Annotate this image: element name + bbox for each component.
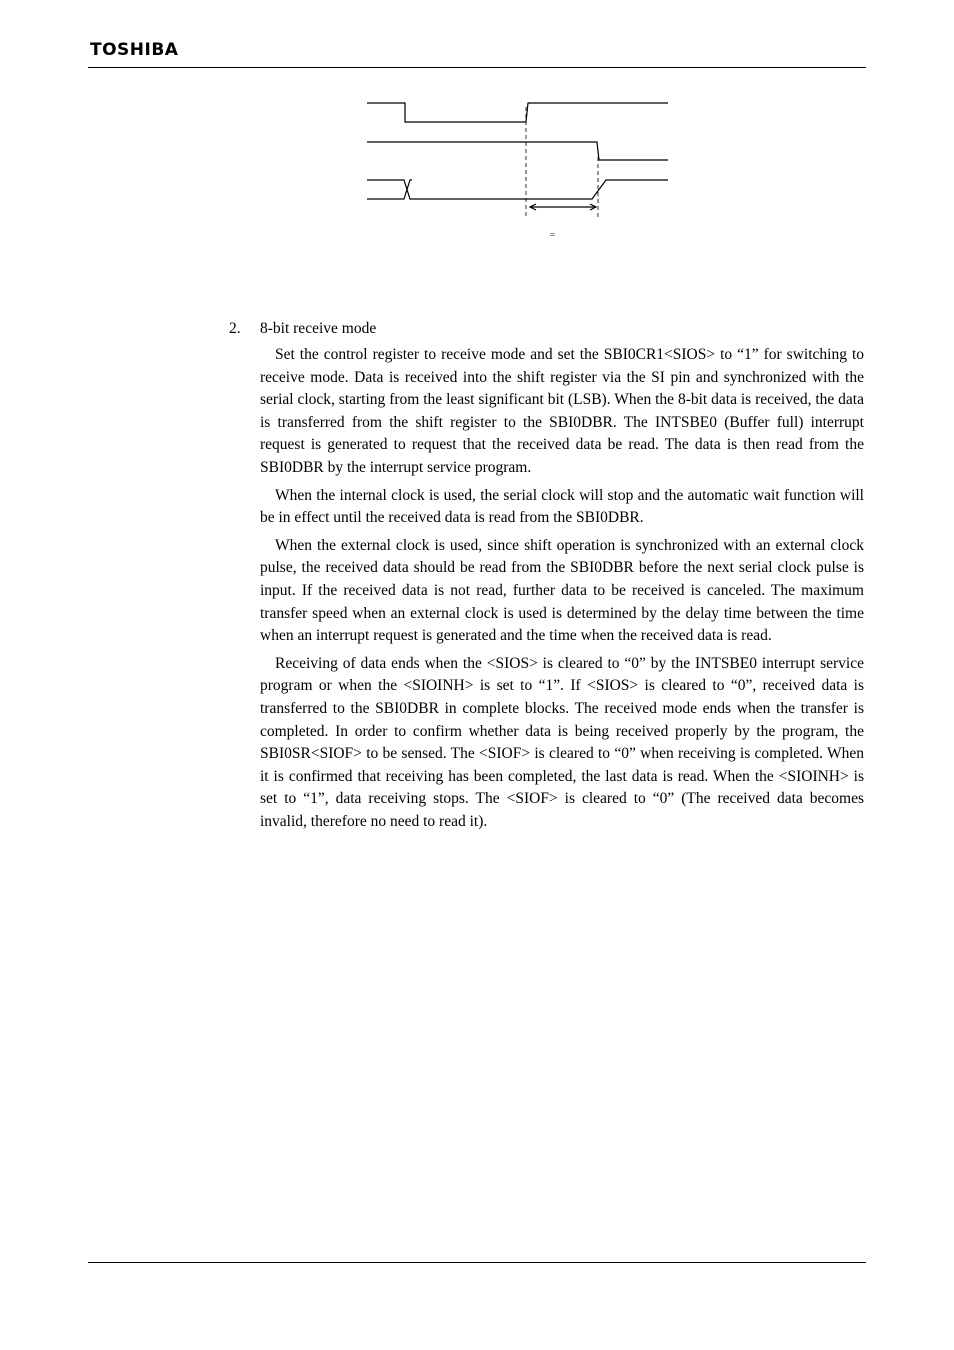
section-number: 2. xyxy=(229,320,241,337)
header-brand-logo: TOSHIBA xyxy=(90,40,179,60)
timing-diagram xyxy=(360,95,680,245)
footer-rule xyxy=(88,1262,866,1263)
section-title: 8-bit receive mode xyxy=(260,320,377,337)
header-rule xyxy=(88,67,866,68)
paragraph-2: When the internal clock is used, the serial clock will stop and the automatic wait function will be in effect until the received data is read from the SBI0DBR. xyxy=(260,486,864,527)
signal-bus-upper xyxy=(367,180,668,199)
paragraph-3: When the external clock is used, since shift operation is synchronized with an external clock pulse, the received data should be read from the SBI0DBR before the next serial clock pulse is input. If the received data is not read, further data to be received is canceled. The maximum transfer speed when an external clock is used is determined by the delay time between the time when an interrupt request is generated and the time when the received data is read. xyxy=(260,536,864,645)
diagram-annotation: = xyxy=(550,230,556,240)
section-heading xyxy=(229,318,864,340)
paragraph-4: Receiving of data ends when the <SIOS> is cleared to “0” by the INTSBE0 interrupt service program or when the <SIOINH> is set to “1”. If <SIOS> is cleared to “0”, received data is transferred to the SBI0DBR in complete blocks. The received mode ends when the transfer is completed. In order to confirm whether data is being received properly by the program, the SBI0SR<SIOF> to be sensed. The <SIOF> is cleared to “0” when receiving is completed. When it is confirmed that receiving has been completed, the last data is read. When the <SIOINH> is set to “1”, data receiving stops. The <SIOF> is cleared to “0” (The received data becomes invalid, therefore no need to read it). xyxy=(260,654,864,830)
signal-line-top xyxy=(367,103,668,122)
receive-mode-section xyxy=(229,318,864,838)
paragraph-1: Set the control register to receive mode and set the SBI0CR1<SIOS> to “1” for switching to receive mode. Data is received into the shift register via the SI pin and synchronized with the serial clock, starting from the least significant bit (LSB). When the 8-bit data is received, the data is transferred from the shift register to the SBI0DBR. The INTSBE0 (Buffer full) interrupt request is generated to request that the received data be read. The data is then read from the SBI0DBR by the interrupt service program. xyxy=(260,346,864,476)
signal-line-middle xyxy=(367,142,668,160)
